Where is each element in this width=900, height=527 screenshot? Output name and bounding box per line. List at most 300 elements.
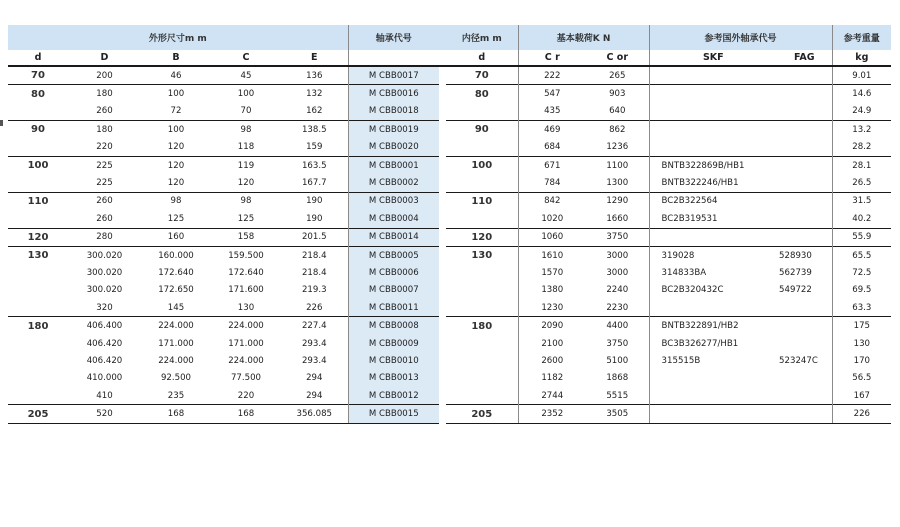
row-skf-cell: 315515B — [649, 352, 777, 369]
row-d-cell — [8, 335, 68, 352]
row-code-cell: M CBB0003 — [348, 192, 439, 210]
row-skf-cell — [649, 121, 777, 139]
row-Cor-cell: 3505 — [586, 405, 649, 423]
table-row — [8, 210, 891, 228]
row-kg-cell: 63.3 — [832, 299, 891, 317]
row-C-cell: 98 — [211, 121, 281, 139]
row-C-cell: 224.000 — [228, 355, 264, 366]
row-fag-cell: 523247C — [779, 355, 818, 366]
row-gap-cell — [439, 335, 446, 352]
row-D-cell: 200 — [96, 70, 113, 81]
row-E-cell: 227.4 — [281, 317, 348, 335]
table-row — [8, 85, 891, 103]
row-kg-cell: 13.2 — [832, 121, 891, 139]
row-code-cell: M CBB0013 — [348, 370, 439, 387]
row-Cr-cell: 469 — [518, 121, 586, 139]
col-code-header — [348, 50, 439, 66]
row-Cr-cell: 671 — [518, 156, 586, 174]
row-gap-cell — [439, 174, 446, 192]
row-D-cell: 410 — [96, 390, 113, 401]
row-d2-cell: 110 — [446, 192, 518, 210]
row-fag-cell — [777, 85, 832, 103]
row-skf-cell: BNTB322891/HB2 — [649, 317, 777, 335]
row-Cr-cell: 2600 — [518, 352, 586, 369]
row-Cor-cell: 2230 — [606, 302, 629, 313]
row-kg-cell: 9.01 — [832, 66, 891, 85]
col-D-header: D — [68, 50, 141, 66]
row-gap-cell — [439, 121, 446, 139]
header-gap — [439, 25, 446, 50]
row-C-cell: 70 — [240, 106, 252, 117]
row-d-cell — [8, 299, 68, 317]
row-fag-cell — [777, 139, 832, 157]
row-fag-cell: 549722 — [779, 285, 812, 296]
row-E-cell: 132 — [281, 85, 348, 103]
col-d2-header: d — [446, 50, 518, 66]
row-Cor-cell: 862 — [586, 121, 649, 139]
row-B-cell: 125 — [167, 213, 185, 224]
row-D-cell: 260 — [68, 192, 141, 210]
row-d2-cell: 205 — [446, 405, 518, 423]
table-row — [8, 103, 891, 121]
row-code-cell: M CBB0018 — [348, 103, 439, 121]
row-kg-cell: 40.2 — [832, 210, 891, 228]
row-C-cell: 98 — [211, 192, 281, 210]
row-fag-cell — [777, 387, 832, 405]
table-row — [8, 317, 891, 335]
row-E-cell: 218.4 — [281, 246, 348, 264]
row-C-cell: 171.000 — [228, 338, 264, 349]
row-d-cell — [8, 174, 68, 192]
row-B-cell: 224.000 — [141, 317, 211, 335]
row-d2-cell: 180 — [446, 317, 518, 335]
row-D-cell: 320 — [96, 302, 113, 313]
row-gap-cell — [439, 66, 446, 85]
row-Cor-cell: 1660 — [606, 213, 629, 224]
row-kg-cell: 14.6 — [832, 85, 891, 103]
row-Cor-cell: 4400 — [586, 317, 649, 335]
row-kg-cell: 175 — [832, 317, 891, 335]
row-E-cell: 163.5 — [281, 156, 348, 174]
row-kg-cell: 26.5 — [832, 174, 891, 192]
row-code-cell: M CBB0012 — [348, 387, 439, 405]
row-B-cell: 72 — [170, 106, 182, 117]
row-d-cell: 180 — [8, 317, 68, 335]
row-Cor-cell: 1236 — [606, 142, 629, 153]
row-gap-cell — [439, 192, 446, 210]
row-skf-cell — [649, 66, 777, 85]
row-d-cell — [8, 370, 68, 387]
row-gap-cell — [439, 370, 446, 387]
col-Cr-header: C r — [518, 50, 586, 66]
row-Cor-cell: 1300 — [606, 178, 629, 189]
row-gap-cell — [439, 139, 446, 157]
row-skf-cell — [649, 387, 777, 405]
row-D-cell: 406.400 — [68, 317, 141, 335]
row-code-cell: M CBB0004 — [348, 210, 439, 228]
row-Cr-cell: 1570 — [518, 264, 586, 281]
row-code-cell: M CBB0016 — [348, 85, 439, 103]
row-C-cell: 118 — [237, 142, 255, 153]
table-row — [8, 264, 891, 281]
row-B-cell: 160 — [141, 228, 211, 246]
row-skf-cell — [649, 299, 777, 317]
row-gap-cell — [439, 103, 446, 121]
row-d-cell: 120 — [8, 228, 68, 246]
row-kg-cell: 170 — [832, 352, 891, 369]
row-D-cell: 220 — [96, 142, 113, 153]
table-row — [8, 174, 891, 192]
row-B-cell: 92.500 — [160, 373, 192, 384]
row-Cor-cell: 3000 — [586, 246, 649, 264]
row-E-cell: 218.4 — [301, 267, 327, 278]
load-rating-header: 基本载荷K N — [518, 25, 649, 50]
table-row — [8, 335, 891, 352]
col-C-header: C — [211, 50, 281, 66]
row-gap-cell — [439, 264, 446, 281]
row-fag-cell — [777, 156, 832, 174]
row-E-cell: 293.4 — [301, 355, 327, 366]
row-skf-cell: 314833BA — [649, 264, 777, 281]
row-kg-cell: 55.9 — [832, 228, 891, 246]
table-row — [8, 121, 891, 139]
col-SKF-header: SKF — [649, 50, 777, 66]
row-C-cell: 100 — [211, 85, 281, 103]
table-body — [8, 66, 891, 423]
row-C-cell: 171.600 — [228, 285, 264, 296]
row-Cor-cell: 640 — [609, 106, 626, 117]
row-d-cell: 70 — [31, 70, 45, 82]
row-fag-cell — [777, 103, 832, 121]
row-E-cell: 356.085 — [281, 405, 348, 423]
col-FAG-header: FAG — [777, 50, 832, 66]
row-D-cell: 300.020 — [86, 285, 123, 296]
row-code-cell: M CBB0014 — [348, 228, 439, 246]
row-Cr-cell: 842 — [518, 192, 586, 210]
row-skf-cell — [649, 228, 777, 246]
row-skf-cell — [649, 139, 777, 157]
row-d2-cell — [446, 282, 518, 299]
row-gap-cell — [439, 317, 446, 335]
row-d-cell: 90 — [8, 121, 68, 139]
row-d2-cell: 70 — [474, 70, 489, 82]
row-gap-cell — [439, 299, 446, 317]
row-Cr-cell: 684 — [518, 139, 586, 157]
row-D-cell: 520 — [68, 405, 141, 423]
row-fag-cell — [777, 192, 832, 210]
row-B-cell: 145 — [167, 302, 185, 313]
row-C-cell: 159.500 — [211, 246, 281, 264]
row-fag-cell — [777, 317, 832, 335]
row-C-cell: 168 — [211, 405, 281, 423]
row-E-cell: 294 — [306, 390, 323, 401]
table-row — [8, 66, 891, 85]
row-d2-cell: 120 — [446, 228, 518, 246]
row-code-cell: M CBB0010 — [348, 352, 439, 369]
row-Cr-cell: 1060 — [518, 228, 586, 246]
row-B-cell: 235 — [167, 390, 185, 401]
table-row — [8, 192, 891, 210]
row-d2-cell — [446, 103, 518, 121]
row-code-cell: M CBB0017 — [348, 66, 439, 85]
row-D-cell: 225 — [96, 178, 113, 189]
row-Cr-cell: 784 — [518, 174, 586, 192]
row-B-cell: 98 — [141, 192, 211, 210]
row-C-cell: 224.000 — [211, 317, 281, 335]
row-code-cell: M CBB0020 — [348, 139, 439, 157]
row-E-cell: 136 — [306, 70, 323, 81]
row-d2-cell: 130 — [446, 246, 518, 264]
row-B-cell: 100 — [141, 85, 211, 103]
row-skf-cell — [649, 370, 777, 387]
row-fag-cell — [777, 174, 832, 192]
row-B-cell: 168 — [141, 405, 211, 423]
row-d-cell — [8, 387, 68, 405]
row-gap-cell — [439, 282, 446, 299]
row-d-cell — [8, 103, 68, 121]
row-C-cell: 172.640 — [228, 267, 264, 278]
row-D-cell: 300.020 — [68, 246, 141, 264]
row-d-cell — [8, 210, 68, 228]
row-kg-cell: 28.1 — [832, 156, 891, 174]
row-fag-cell — [777, 228, 832, 246]
row-skf-cell — [649, 405, 777, 423]
table-row — [8, 352, 891, 369]
row-Cr-cell: 1182 — [518, 370, 586, 387]
row-Cr-cell: 2100 — [518, 335, 586, 352]
ref-weight-header: 参考重量 — [832, 25, 891, 50]
row-kg-cell: 56.5 — [832, 370, 891, 387]
row-C-cell: 158 — [211, 228, 281, 246]
row-d-cell: 130 — [8, 246, 68, 264]
bearing-spec-sheet — [8, 25, 891, 424]
row-fag-cell — [777, 405, 832, 423]
row-d2-cell — [446, 210, 518, 228]
table-row — [8, 387, 891, 405]
row-Cor-cell: 5515 — [606, 390, 629, 401]
row-Cr-cell: 1610 — [518, 246, 586, 264]
row-Cr-cell: 222 — [518, 66, 586, 85]
row-C-cell: 120 — [237, 178, 255, 189]
row-fag-cell — [777, 299, 832, 317]
row-fag-cell — [777, 335, 832, 352]
row-D-cell: 225 — [68, 156, 141, 174]
row-skf-cell: 319028 — [649, 246, 777, 264]
edge-mark — [0, 120, 3, 126]
row-gap-cell — [439, 156, 446, 174]
row-gap-cell — [439, 246, 446, 264]
row-E-cell: 293.4 — [301, 338, 327, 349]
row-C-cell: 130 — [237, 302, 255, 313]
row-Cor-cell: 1290 — [586, 192, 649, 210]
row-code-cell: M CBB0009 — [348, 335, 439, 352]
row-Cor-cell: 3750 — [586, 228, 649, 246]
table-row — [8, 405, 891, 423]
col-d-header: d — [8, 50, 68, 66]
row-E-cell: 201.5 — [281, 228, 348, 246]
row-fag-cell: 528930 — [777, 246, 832, 264]
row-code-cell: M CBB0019 — [348, 121, 439, 139]
row-B-cell: 120 — [167, 142, 185, 153]
row-skf-cell: BNTB322246/HB1 — [649, 174, 777, 192]
row-skf-cell: BNTB322869B/HB1 — [649, 156, 777, 174]
row-d2-cell — [446, 139, 518, 157]
row-d-cell: 205 — [8, 405, 68, 423]
row-E-cell: 190 — [281, 192, 348, 210]
row-code-cell: M CBB0005 — [348, 246, 439, 264]
outer-dims-header: 外形尺寸m m — [8, 25, 348, 50]
row-code-cell: M CBB0008 — [348, 317, 439, 335]
row-Cor-cell: 265 — [609, 70, 626, 81]
row-C-cell: 77.500 — [230, 373, 262, 384]
row-E-cell: 162 — [306, 106, 323, 117]
row-skf-cell: BC2B320432C — [649, 282, 777, 299]
row-code-cell: M CBB0001 — [348, 156, 439, 174]
row-d-cell — [8, 139, 68, 157]
row-Cr-cell: 547 — [518, 85, 586, 103]
row-d2-cell: 100 — [446, 156, 518, 174]
row-C-cell: 125 — [237, 213, 255, 224]
row-E-cell: 190 — [306, 213, 323, 224]
row-code-cell: M CBB0015 — [348, 405, 439, 423]
row-C-cell: 45 — [240, 70, 252, 81]
row-gap-cell — [439, 85, 446, 103]
table-row — [8, 139, 891, 157]
row-code-cell: M CBB0006 — [348, 264, 439, 281]
row-kg-cell: 24.9 — [832, 103, 891, 121]
row-skf-cell: BC2B319531 — [649, 210, 777, 228]
row-B-cell: 160.000 — [141, 246, 211, 264]
col-E-header: E — [281, 50, 348, 66]
row-Cr-cell: 2090 — [518, 317, 586, 335]
row-d-cell: 80 — [8, 85, 68, 103]
row-D-cell: 280 — [68, 228, 141, 246]
row-E-cell: 294 — [306, 373, 323, 384]
table-row — [8, 228, 891, 246]
row-d-cell — [8, 264, 68, 281]
row-kg-cell: 130 — [832, 335, 891, 352]
row-d-cell — [8, 282, 68, 299]
row-E-cell: 226 — [306, 302, 323, 313]
row-B-cell: 46 — [170, 70, 182, 81]
row-d-cell: 100 — [8, 156, 68, 174]
row-d2-cell — [446, 299, 518, 317]
row-code-cell: M CBB0002 — [348, 174, 439, 192]
row-d2-cell — [446, 174, 518, 192]
row-d2-cell — [446, 387, 518, 405]
row-D-cell: 260 — [96, 106, 113, 117]
row-D-cell: 406.420 — [86, 355, 123, 366]
row-B-cell: 120 — [141, 156, 211, 174]
row-kg-cell: 226 — [832, 405, 891, 423]
subheader-gap — [439, 50, 446, 66]
row-d-cell: 110 — [8, 192, 68, 210]
row-gap-cell — [439, 387, 446, 405]
row-gap-cell — [439, 210, 446, 228]
row-E-cell: 138.5 — [281, 121, 348, 139]
row-Cor-cell: 1100 — [586, 156, 649, 174]
row-Cor-cell: 5100 — [606, 355, 629, 366]
row-Cor-cell: 1868 — [606, 373, 629, 384]
col-Cor-header: C or — [586, 50, 649, 66]
row-kg-cell: 28.2 — [832, 139, 891, 157]
row-fag-cell — [777, 66, 832, 85]
row-D-cell: 406.420 — [86, 338, 123, 349]
row-fag-cell — [777, 370, 832, 387]
row-gap-cell — [439, 405, 446, 423]
row-code-cell: M CBB0011 — [348, 299, 439, 317]
row-skf-cell: BC3B326277/HB1 — [649, 335, 777, 352]
row-d-cell — [8, 352, 68, 369]
row-gap-cell — [439, 352, 446, 369]
row-Cor-cell: 2240 — [606, 285, 629, 296]
row-d2-cell — [446, 264, 518, 281]
row-code-cell: M CBB0007 — [348, 282, 439, 299]
row-Cor-cell: 903 — [586, 85, 649, 103]
table-row — [8, 246, 891, 264]
row-Cor-cell: 3000 — [606, 267, 629, 278]
row-kg-cell: 65.5 — [832, 246, 891, 264]
row-C-cell: 220 — [237, 390, 255, 401]
row-d2-cell: 90 — [446, 121, 518, 139]
row-D-cell: 260 — [96, 213, 113, 224]
row-kg-cell: 31.5 — [832, 192, 891, 210]
row-B-cell: 172.650 — [158, 285, 194, 296]
row-Cr-cell: 2744 — [518, 387, 586, 405]
row-Cr-cell: 1020 — [518, 210, 586, 228]
row-D-cell: 300.020 — [86, 267, 123, 278]
table-row — [8, 156, 891, 174]
row-skf-cell — [649, 85, 777, 103]
col-B-header: B — [141, 50, 211, 66]
row-D-cell: 410.000 — [86, 373, 123, 384]
row-B-cell: 172.640 — [158, 267, 194, 278]
row-Cr-cell: 1380 — [518, 282, 586, 299]
col-kg-header: kg — [832, 50, 891, 66]
row-skf-cell: BC2B322564 — [649, 192, 777, 210]
row-d2-cell — [446, 352, 518, 369]
row-B-cell: 120 — [167, 178, 185, 189]
row-B-cell: 100 — [141, 121, 211, 139]
row-B-cell: 171.000 — [158, 338, 194, 349]
row-fag-cell — [777, 210, 832, 228]
row-B-cell: 224.000 — [158, 355, 194, 366]
row-d2-cell: 80 — [446, 85, 518, 103]
row-skf-cell — [649, 103, 777, 121]
row-fag-cell — [777, 121, 832, 139]
row-kg-cell: 72.5 — [832, 264, 891, 281]
row-Cr-cell: 435 — [518, 103, 586, 121]
row-fag-cell: 562739 — [779, 267, 812, 278]
row-kg-cell: 167 — [832, 387, 891, 405]
row-gap-cell — [439, 228, 446, 246]
table-row — [8, 282, 891, 299]
row-Cr-cell: 1230 — [518, 299, 586, 317]
table-row — [8, 299, 891, 317]
row-C-cell: 119 — [211, 156, 281, 174]
row-d2-cell — [446, 370, 518, 387]
row-d2-cell — [446, 335, 518, 352]
row-kg-cell: 69.5 — [832, 282, 891, 299]
ref-foreign-header: 参考国外轴承代号 — [649, 25, 832, 50]
row-E-cell: 159 — [306, 142, 323, 153]
row-Cor-cell: 3750 — [606, 338, 629, 349]
bearing-table — [8, 25, 891, 424]
row-D-cell: 180 — [68, 121, 141, 139]
row-Cr-cell: 2352 — [518, 405, 586, 423]
row-E-cell: 219.3 — [301, 285, 327, 296]
row-D-cell: 180 — [68, 85, 141, 103]
